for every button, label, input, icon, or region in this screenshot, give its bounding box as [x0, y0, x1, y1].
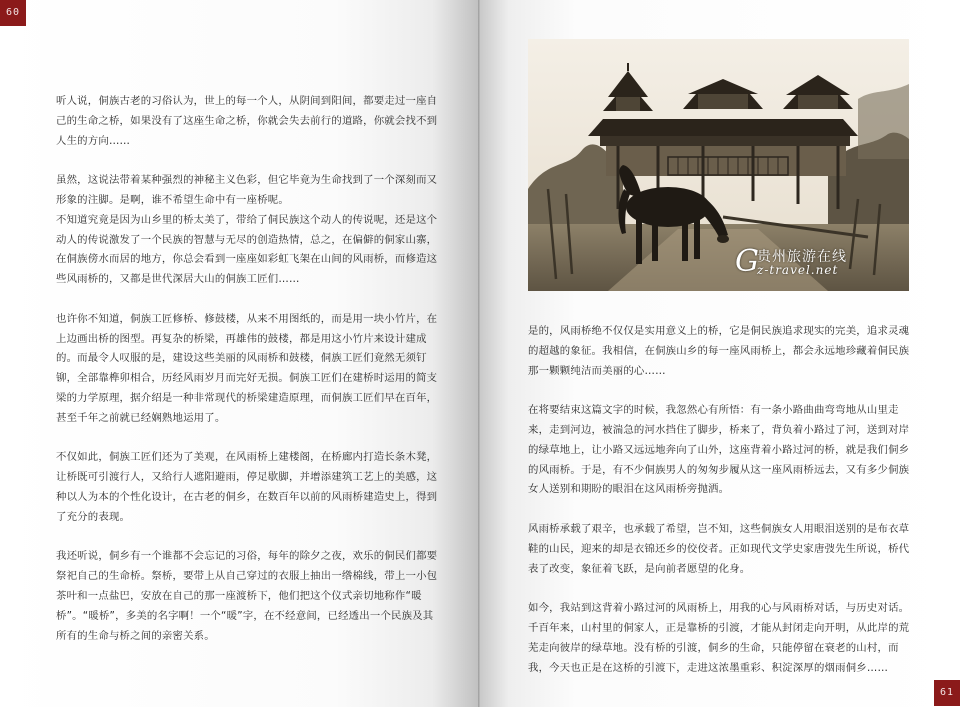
paragraph: 虽然，这说法带着某种强烈的神秘主义色彩，但它毕竟为生命找到了一个深刻而又形象的注脚。是啊，谁不希望生命中有一座桥呢。	[56, 174, 438, 206]
paragraph: 不仅如此，侗族工匠们还为了美观，在风雨桥上建楼阁，在桥廊内打造长条木凳，让桥既可引渡行人，又给行人遮阳避雨，停足歇脚，并增添建筑工艺上的美感，这种以人为本的个性化设计，在古老的侗乡，在数百年以前的风雨桥建造史上，得到了充分的表现。	[56, 451, 438, 523]
paragraph: 如今，我站到这背着小路过河的风雨桥上，用我的心与风雨桥对话，与历史对话。千百年来，山村里的侗家人，正是靠桥的引渡，才能从封闭走向开明，从此岸的荒芜走向彼岸的绿草地。没有桥的引渡，侗乡的生命，只能停留在衰老的山村，而我，今天也正是在这桥的引渡下，走进这浓墨重彩、积淀深厚的烟雨侗乡……	[528, 602, 910, 674]
paragraph: 风雨桥承载了艰辛，也承载了希望，岂不知，这些侗族女人用眼泪送别的是布衣草鞋的山民，迎来的却是衣锦还乡的佼佼者。正如现代文学史家唐弢先生所说，桥代表了改变，象征着飞跃，是向前者愿望的化身。	[528, 522, 910, 575]
paragraph: 听人说，侗族古老的习俗认为，世上的每一个人，从阴间到阳间，都要走过一座自己的生命之桥，如果没有了这座生命之桥，你就会失去前行的道路，你就会找不到人生的方向……	[56, 95, 438, 147]
paragraph: 在将要结束这篇文字的时候，我忽然心有所悟：有一条小路曲曲弯弯地从山里走来，走到河边，被湍急的河水挡住了脚步，桥来了，背负着小路过了河，送到对岸的绿草地上，让小路又远远地奔向了山外，这座背着小路过河的桥，就是我们侗乡的风雨桥。于是，有不少侗族男人的匆匆步履从这一座风雨桥远去，又有多少侗族女人送别和期盼的眼泪在这风雨桥旁抛洒。	[528, 404, 910, 496]
page-number-right: 61	[934, 680, 960, 706]
watermark-url: z-travel.net	[757, 263, 839, 277]
paragraph: 是的，风雨桥绝不仅仅是实用意义上的桥，它是侗民族追求现实的完美，追求灵魂的超越的象征。我相信，在侗族山乡的每一座风雨桥上，都会永远地珍藏着侗民族那一颗颗纯洁而美丽的心……	[528, 325, 910, 377]
watermark-chinese: 贵州旅游在线	[757, 249, 847, 265]
bridge-horse-illustration	[528, 39, 909, 291]
paragraph: 我还听说，侗乡有一个谁都不会忘记的习俗，每年的除夕之夜，欢乐的侗民们都要祭祀自己的生命桥。祭桥，要带上从自己穿过的衣服上抽出一绺棉线，带上一小包茶叶和一点盐巴，安放在自己的那一座渡桥下，他们把这个仪式亲切地称作“暖桥”。“暖桥”，多美的名字啊！一个“暖”字，在不经意间，已经透出一个民族及其所有的生命与桥之间的亲密关系。	[56, 550, 438, 642]
left-text-column	[56, 92, 442, 666]
watermark-letter: G	[735, 244, 759, 279]
page-number-left: 60	[0, 0, 26, 26]
right-text-column	[528, 322, 912, 698]
bridge-photo	[528, 39, 909, 291]
paragraph: 也许你不知道，侗族工匠修桥、修鼓楼，从来不用图纸的，而是用一块小竹片，在上边画出桥的图型。再复杂的桥梁，再雄伟的鼓楼，都是用这小竹片来设计建成的。而最令人叹服的是，建设这些美丽的风雨桥和鼓楼，侗族工匠们竟然无须钉铆，全部靠榫卯相合，历经风雨岁月而完好无损。侗族工匠们在建桥时运用的简支梁的力学原理，据介绍是一种非常现代的桥梁建造原理，而侗族工匠们早在百年，甚至千年之前就已经娴熟地运用了。	[56, 312, 438, 424]
paragraph: 不知道究竟是因为山乡里的桥太美了，带给了侗民族这个动人的传说呢，还是这个动人的传说激发了一个民族的智慧与无尽的创造热情，总之，在偏僻的侗家山寨，在侗族傍水而居的地方，你总会看到一座座如彩虹飞架在山间的风雨桥，而修造这些风雨桥的，又都是世代深居大山的侗族工匠们……	[56, 213, 438, 286]
